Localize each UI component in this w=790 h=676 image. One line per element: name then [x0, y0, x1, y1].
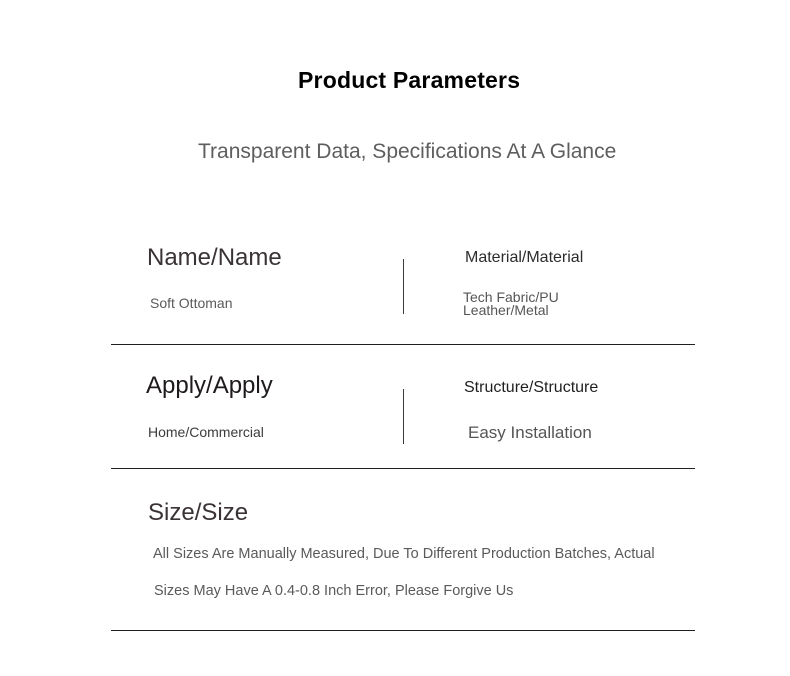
structure-label: Structure/Structure [464, 379, 599, 396]
row1-bottom-divider [111, 344, 695, 345]
page-title: Product Parameters [298, 67, 521, 93]
material-label: Material/Material [465, 249, 584, 266]
material-value-line2: Leather/Metal [463, 302, 549, 318]
page-subtitle: Transparent Data, Specifications At A Glance [198, 140, 617, 163]
size-label: Size/Size [148, 499, 249, 526]
row2-bottom-divider [111, 468, 695, 469]
name-value: Soft Ottoman [150, 295, 233, 311]
apply-label: Apply/Apply [146, 372, 273, 399]
row1-vertical-divider [403, 259, 404, 314]
material-value-line1: Tech Fabric/PU [463, 289, 559, 305]
name-label: Name/Name [147, 244, 282, 271]
size-note-line2: Sizes May Have A 0.4-0.8 Inch Error, Please Forgive Us [154, 583, 514, 599]
size-note-line1: All Sizes Are Manually Measured, Due To Different Production Batches, Actual [153, 546, 655, 562]
row2-vertical-divider [403, 389, 404, 444]
row3-bottom-divider [111, 630, 695, 631]
material-value [463, 291, 559, 317]
apply-value: Home/Commercial [148, 424, 264, 440]
structure-value: Easy Installation [468, 423, 592, 442]
